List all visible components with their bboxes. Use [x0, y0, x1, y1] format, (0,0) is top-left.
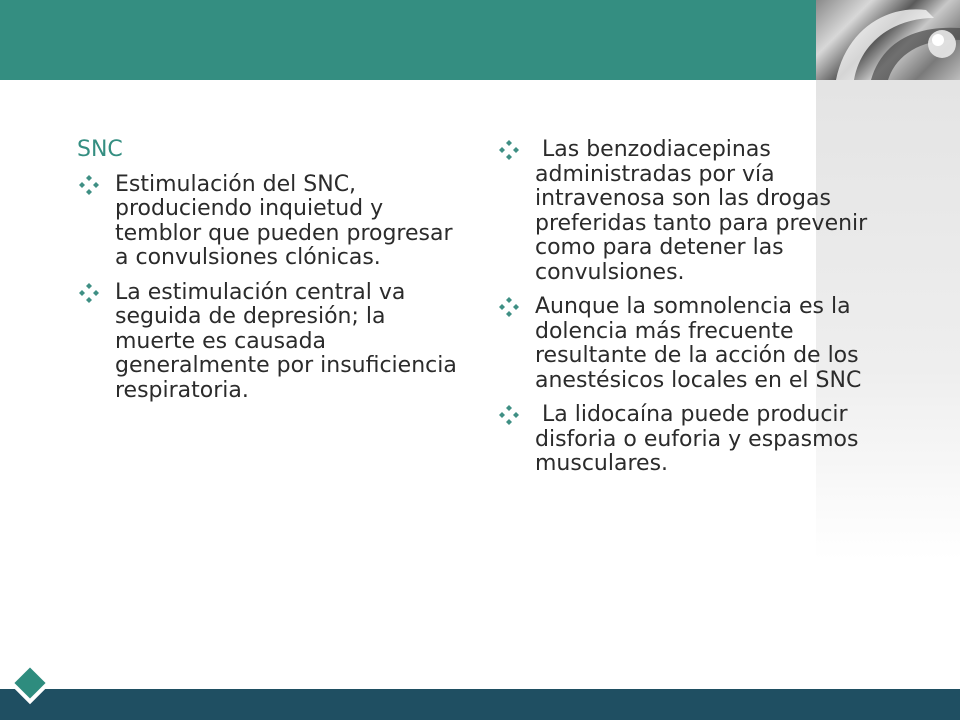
four-diamond-bullet-icon: [497, 138, 521, 162]
four-diamond-bullet-icon: [497, 403, 521, 427]
four-diamond-bullet-icon: [497, 295, 521, 319]
right-column: [497, 138, 897, 487]
list-item: [77, 173, 472, 271]
list-item-text: Aunque la somnolencia es la dolencia más frecuente resultante de la acción de los anestésicos locales en el SNC: [535, 294, 862, 393]
list-item: [497, 403, 897, 477]
header-band: [0, 0, 816, 80]
list-item-text: Las benzodiacepinas administradas por vía intravenosa son las drogas preferidas tanto para prevenir como para detener las convulsiones.: [535, 137, 875, 285]
list-item-text: Estimulación del SNC, produciendo inquietud y temblor que pueden progresar a convulsiones clónicas.: [115, 171, 453, 270]
list-item: [77, 281, 472, 404]
list-item-text: La lidocaína puede producir disforia o euforia y espasmos musculares.: [535, 402, 866, 476]
four-diamond-bullet-icon: [77, 173, 101, 197]
metallic-corner-image: [816, 0, 960, 80]
list-item: [497, 138, 897, 285]
section-heading: SNC: [77, 137, 123, 162]
footer-band: [0, 689, 960, 720]
left-column: [77, 138, 472, 413]
four-diamond-bullet-icon: [77, 281, 101, 305]
list-item: [497, 295, 897, 393]
list-item-text: La estimulación central va seguida de depresión; la muerte es causada generalmente por insuficiencia respiratoria.: [115, 279, 457, 403]
